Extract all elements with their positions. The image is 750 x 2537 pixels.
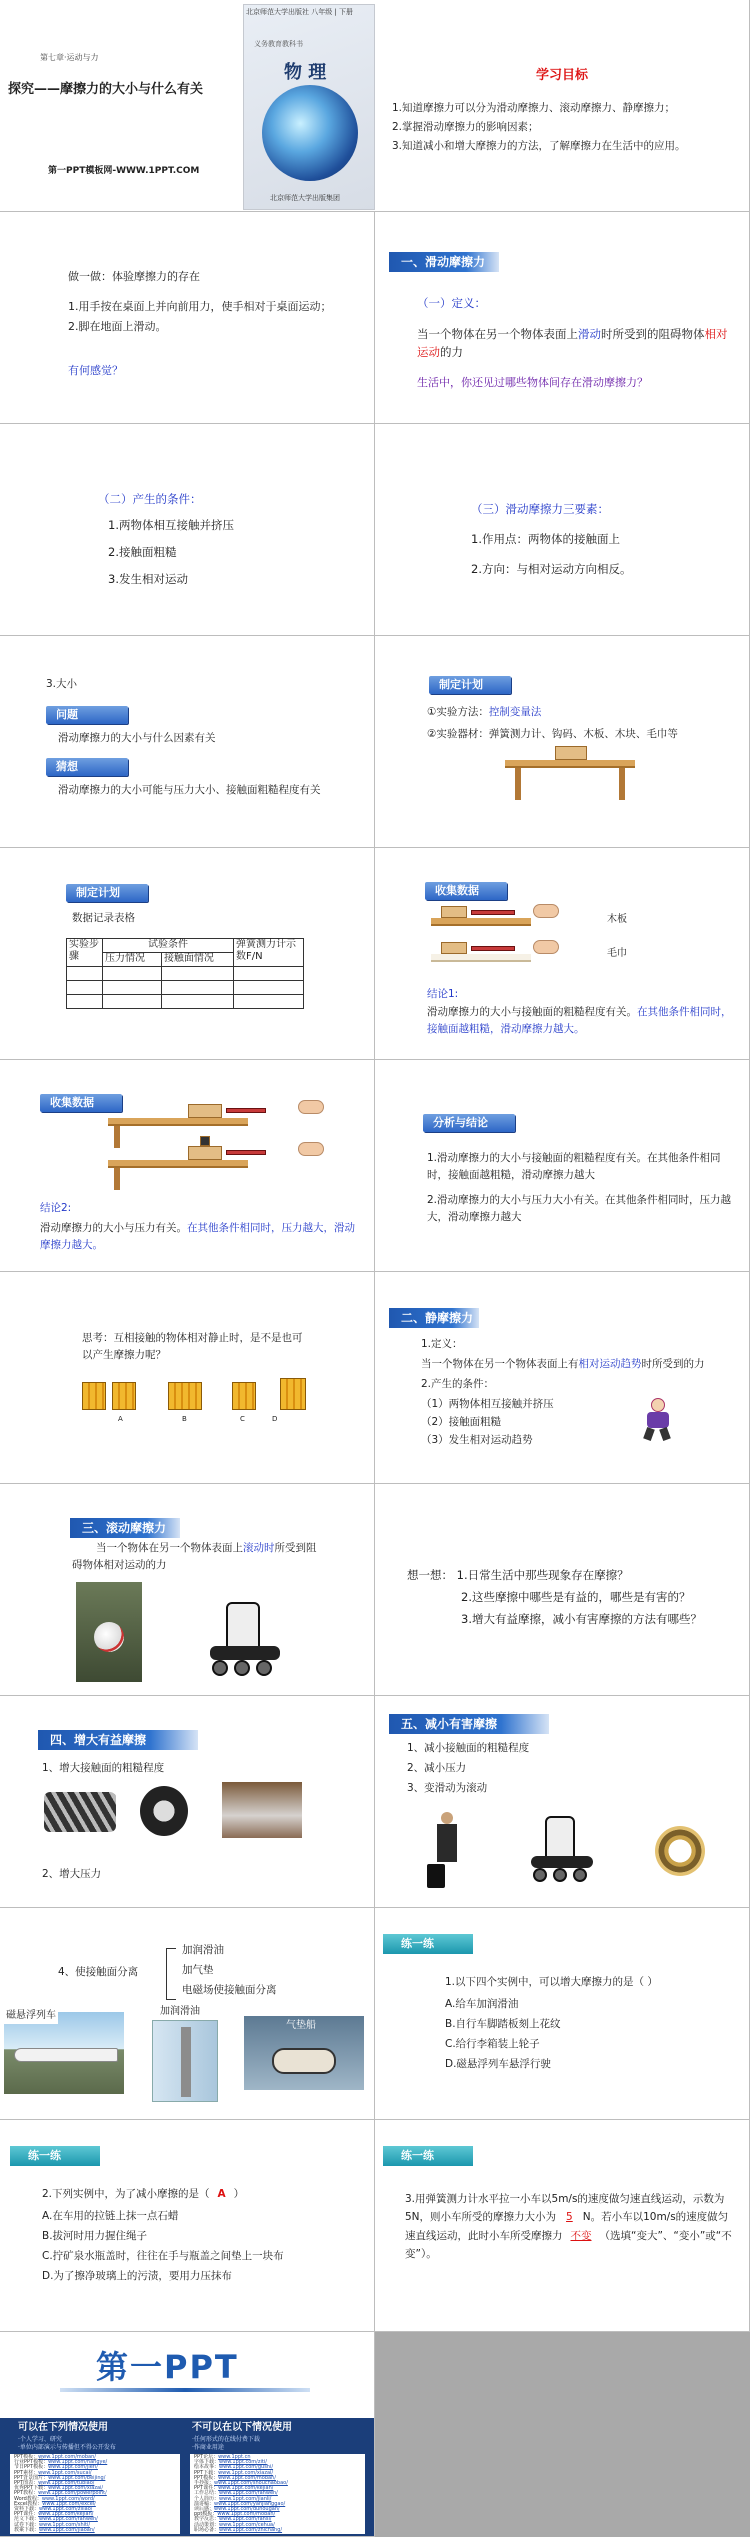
activity-step: 2.脚在地面上滑动。 [68,320,167,333]
hinge-oil-image [152,2020,218,2102]
plan-tag: 制定计划 [66,884,148,902]
slide-three-elements[interactable] [375,424,750,636]
table-header: 实验步骤 [67,939,103,967]
goal-item: 2.掌握滑动摩擦力的影响因素； [392,121,539,133]
cond-item: 3.发生相对运动 [108,572,188,586]
collect-tag: 收集数据 [425,882,507,900]
exercise-tag: 练一练 [10,2146,100,2166]
maglev-photo [4,2012,124,2094]
method-item: 4、使接触面分离 [58,1966,139,1978]
snow-chains-photo [222,1782,302,1838]
roller-skate-image [206,1602,286,1684]
usage-panel: 可以在下列情况使用 不可以在以下情况使用 ·个人学习、研究 ·单位内部演示与传播但不得公开发布 ·任何形式的在线付费下载 ·作商业用途 PPT模板：www.1ppt.com/moban/ 行业PPT模板：www.1ppt.com/hangye/ 节日PPT模板：www.1ppt.com/jieri/ PPT素材：www.1ppt.com/sucai/ PPT背景图片：www.1ppt.com/beijing/ PPT图表：www.1ppt.com/tubiao/ 优秀PPT下载：www.1ppt.com/xiazai/ PPT教程：www.1ppt.com/powerpoint/ Word教程：www.1ppt.com/word/ Excel教程：www.1ppt.com/excel/ 资料下载：www.1ppt.com/ziliao/ PPT课件：www.1ppt.com/kejian/ 范文下载：www.1ppt.com/fanwen/ 试卷下载：www.1ppt.com/shiti/ 教案下载：www.1ppt.com/jiaoan/ PPT论坛：www.1ppt.cn 字体下载：www.1ppt.com/ziti/ 绘本故事：www.1ppt.com/gushi/ PPT下载：www.1ppt.com/xiazai/ PPT模板：www.1ppt.com/moban/ 手抄报：www.1ppt.com/shouchaobao/ PPT课件：www.1ppt.com/kejian/ 工作总结：www.1ppt.com/fanwen/ 个人简历：www.1ppt.com/jianli/ 演讲稿：www.1ppt.com/yanjianggao/ 读后感：www.1ppt.com/duhougan/ ppt模板：www.1ppt.com/moban/ 教学反思：www.1ppt.com/fansi/ 活动策划：www.1ppt.com/cehua/ 职场必备：www.1ppt.com/zhichang/ [0,2418,375,2537]
tire-image [140,1786,188,1836]
table-caption: 数据记录表格 [72,912,135,924]
link-row[interactable]: 范文下载：www.1ppt.com/fanwen/ [14,2516,98,2523]
slide-conditions[interactable] [0,424,375,636]
link-row[interactable]: PPT背景图片：www.1ppt.com/beijing/ [14,2474,106,2481]
link-row[interactable]: 资料下载：www.1ppt.com/ziliao/ [14,2506,93,2513]
earth-graphic [262,85,358,181]
guess-text: 滑动摩擦力的大小可能与压力大小、接触面粗糙程度有关 [58,784,321,796]
exercise-tag: 练一练 [383,2146,473,2166]
picture-label: D [272,1415,278,1423]
link-row[interactable]: PPT课件：www.1ppt.com/kejian/ [14,2511,94,2518]
think-question: 思考：互相接触的物体相对静止时，是不是也可以产生摩擦力呢？ [82,1332,303,1361]
goal-item: 3.知道减小和增大摩擦力的方法，了解摩擦力在生活中的应用。 [392,140,686,152]
section-bar: 一、滑动摩擦力 [389,252,499,272]
slide-plan-method[interactable] [375,636,750,848]
slide-exercise-1[interactable] [375,1908,750,2120]
exercise-option[interactable]: C.给行李箱装上轮子 [445,2038,540,2050]
surface-label: 毛巾 [607,948,627,959]
goal-item: 1.知道摩擦力可以分为滑动摩擦力、滚动摩擦力、静摩擦力； [392,102,676,114]
def-text: 当一个物体在另一个物体表面上滑动时所受到的阻碍物体相对运动的力 [417,327,728,360]
link-row[interactable]: 行业PPT模板：www.1ppt.com/hangye/ [14,2459,108,2466]
method-option: 电磁场使接触面分离 [182,1984,277,1996]
crate-image [232,1382,256,1410]
goal-title: 学习目标 [536,68,589,83]
conclusion-text: 滑动摩擦力的大小与压力有关。在其他条件相同时，压力越大，滑动摩擦力越大。 [40,1222,355,1251]
link-row[interactable]: PPT模板：www.1ppt.com/moban/ [194,2474,276,2481]
exercise-option[interactable]: C.拧矿泉水瓶盖时，往往在手与瓶盖之间垫上一块布 [42,2250,284,2262]
slide-exercise-2[interactable] [0,2120,375,2332]
think-lead: 想一想： 1.日常生活中那些现象存在摩擦？ [407,1568,629,1582]
method-item: 2、增大压力 [42,1868,102,1880]
link-row[interactable]: ppt模板：www.1ppt.com/moban/ [194,2511,276,2518]
analysis-point: 2.滑动摩擦力的大小与压力大小有关。在其他条件相同时，压力越大，滑动摩擦力越大 [427,1194,732,1223]
exercise-option[interactable]: D.磁悬浮列车悬浮行驶 [445,2058,551,2070]
crate-image [280,1378,306,1410]
def-title: （一）定义： [417,296,486,310]
think-item: 3.增大有益摩擦，减小有害摩擦的方法有哪些？ [461,1612,702,1626]
surface-label: 木板 [607,914,627,925]
link-row[interactable]: Excel教程：www.1ppt.com/excel/ [14,2500,96,2507]
usage-title: 不可以在以下情况使用 [192,2422,292,2433]
plan-tag: 制定计划 [429,676,511,694]
exercise-question: 2.下列实例中，为了减小摩擦的是（ A ） [42,2188,245,2200]
slide-title[interactable] [0,0,750,212]
activity-question: 有何感觉？ [68,364,123,377]
empty-slot [375,2332,750,2537]
section-bar: 四、增大有益摩擦 [38,1730,198,1750]
slide-collect-2[interactable] [0,1060,375,1272]
method-item: 2、减小压力 [407,1762,467,1774]
activity-title: 做一做：体验摩擦力的存在 [68,270,200,283]
table-header: 弹簧测力计示数F/N [234,939,304,967]
links-list [190,2454,365,2534]
crate-image [82,1382,106,1410]
slide-increase-friction[interactable] [0,1696,375,1908]
method-item: 3、变滑动为滚动 [407,1782,488,1794]
cond-title: （二）产生的条件： [98,492,202,506]
slide-collect-1[interactable] [375,848,750,1060]
textbook-cover-image: 北京师范大学出版社 八年级 | 下册 物 理 义务教育教科书 北京师范大学出版集团 [243,4,375,210]
link-row[interactable]: PPT下载：www.1ppt.com/xiazai/ [194,2469,274,2476]
experiment-desk-image [505,760,635,800]
cond-title: 2.产生的条件： [421,1378,495,1390]
conclusion-text: 滑动摩擦力的大小与接触面的粗糙程度有关。在其他条件相同时，接触面越粗糙，滑动摩擦力越大。 [427,1006,732,1035]
link-row[interactable]: 绘本故事：www.1ppt.com/gushi/ [194,2464,274,2471]
method-bracket [166,1948,176,2000]
experiment-wood-image [431,918,531,942]
experiment-towel-image [431,954,531,978]
picture-label: A [118,1415,123,1423]
section-bar: 三、滚动摩擦力 [70,1518,180,1538]
question-tag: 问题 [46,706,128,724]
cond-item: （1）两物体相互接触并挤压 [421,1398,554,1410]
def-text: 当一个物体在另一个物体表面上有相对运动趋势时所受到的力 [421,1358,705,1370]
ball-photo [76,1582,142,1682]
table-subheader: 接触面情况 [161,953,233,967]
exercise-tag: 练一练 [383,1934,473,1954]
slide-static-friction[interactable] [375,1272,750,1484]
table-subheader: 压力情况 [103,953,162,967]
exercise-option[interactable]: A.给车加润滑油 [445,1998,519,2010]
link-row[interactable]: PPT教程：www.1ppt.com/powerpoint/ [14,2490,107,2497]
def-question: 生活中，你还见过哪些物体间存在滑动摩擦力？ [417,376,648,389]
slide-static-think[interactable] [0,1272,375,1484]
logo-underline [60,2388,310,2392]
method-line: ①实验方法：控制变量法 [427,706,542,718]
experiment-weighted-block-image [108,1160,248,1190]
tread-image [44,1792,116,1832]
link-row[interactable]: 活动策划：www.1ppt.com/cehua/ [194,2521,275,2528]
link-row[interactable]: 节日PPT模板：www.1ppt.com/jieri/ [14,2464,98,2471]
exercise-option[interactable]: B.自行车脚踏板刻上花纹 [445,2018,561,2030]
collect-tag: 收集数据 [40,1094,122,1112]
slide-rolling-friction[interactable] [0,1484,375,1696]
think-item: 2.这些摩擦中哪些是有益的，哪些是有害的？ [461,1590,691,1604]
def-title: 1.定义： [421,1338,463,1350]
slide-think-about[interactable] [375,1484,750,1696]
exercise-question: 3.用弹簧测力计水平拉一小车以5m/s的速度做匀速直线运动，示数为5N，则小车所受的摩擦力大小为 5 N。若小车以10m/s的速度做匀速直线运动，此时小车所受摩擦力 不变 （选填“变大”、“变小”或“不变”）。 [405,2193,732,2261]
analysis-tag: 分析与结论 [423,1114,515,1132]
link-row[interactable]: 优秀PPT下载：www.1ppt.com/xiazai/ [14,2485,104,2492]
question-text: 滑动摩擦力的大小与什么因素有关 [58,732,216,744]
record-table [66,938,304,1009]
link-row[interactable]: 字体下载：www.1ppt.com/ziti/ [194,2459,267,2466]
chapter-label: 第七章·运动与力 [40,53,99,62]
element-item: 1.作用点：两物体的接触面上 [471,532,620,546]
picture-label: C [240,1415,245,1423]
exercise-option[interactable]: A.在车用的拉链上抹一点石蜡 [42,2210,179,2222]
slide-separate-surfaces[interactable] [0,1908,375,2120]
conclusion-title: 结论1: [427,988,459,1000]
exercise-option[interactable]: D.为了擦净玻璃上的污渍，要用力压抹布 [42,2270,232,2282]
method-item: 1、减小接触面的粗糙程度 [407,1742,530,1754]
link-row[interactable]: 个人简历：www.1ppt.com/jianli/ [194,2495,272,2502]
link-row[interactable]: 演讲稿：www.1ppt.com/yanjianggao/ [194,2500,286,2507]
cond-item: 1.两物体相互接触并挤压 [108,518,234,532]
link-row[interactable]: 教学反思：www.1ppt.com/fansi/ [194,2516,272,2523]
link-row[interactable]: PPT图表：www.1ppt.com/tubiao/ [14,2480,95,2487]
link-row[interactable]: Word教程：www.1ppt.com/word/ [14,2495,95,2502]
guess-tag: 猜想 [46,758,128,776]
crate-image [112,1382,136,1410]
exercise-option[interactable]: B.拔河时用力握住绳子 [42,2230,148,2242]
slide-title-text: 探究——摩擦力的大小与什么有关 [8,82,204,97]
links-list [10,2454,180,2534]
table-header: 试验条件 [103,939,234,953]
link-row[interactable]: 职场必备：www.1ppt.com/zhichang/ [194,2526,283,2533]
size-label: 3.大小 [46,678,78,690]
slide-plan-table[interactable] [0,848,375,1060]
analysis-point: 1.滑动摩擦力的大小与接触面的粗糙程度有关。在其他条件相同时，接触面越粗糙，滑动摩擦力越大 [427,1152,721,1181]
elements-title: （三）滑动摩擦力三要素： [471,502,609,516]
slide-exercise-3[interactable] [375,2120,750,2332]
activity-step: 1.用手按在桌面上并向前用力，使手相对于桌面运动； [68,300,332,313]
usage-title: 可以在下列情况使用 [18,2422,108,2433]
experiment-one-block-image [108,1118,248,1148]
link-row[interactable]: 工作总结：www.1ppt.com/fanwen/ [194,2490,278,2497]
slide-analysis[interactable] [375,1060,750,1272]
link-row[interactable]: PPT论坛：www.1ppt.cn [194,2454,251,2460]
photo-caption: 气垫船 [286,2020,316,2031]
photo-caption: 加润滑油 [160,2006,200,2017]
equipment-line: ②实验器材：弹簧测力计、钩码、木板、木块、毛巾等 [427,728,678,740]
roller-skate-image [529,1816,597,1890]
link-row[interactable]: 教案下载：www.1ppt.com/jiaoan/ [14,2526,95,2533]
def-text: 当一个物体在另一个物体表面上滚动时所受到阻碍物体相对运动的力 [72,1542,317,1571]
method-item: 1、增大接触面的粗糙程度 [42,1762,165,1774]
link-row[interactable]: 试卷下载：www.1ppt.com/shiti/ [14,2521,91,2528]
exercise-question: 1.以下四个实例中，可以增大摩擦力的是（ ） [445,1976,658,1988]
cond-item: （2）接触面粗糙 [421,1416,502,1428]
cond-item: 2.接触面粗糙 [108,545,177,559]
slide-sliding-friction-def[interactable] [375,212,750,424]
slide-experience[interactable] [0,212,375,424]
site-label: 第一PPT模板网-WWW.1PPT.COM [48,166,200,176]
photo-caption: 磁悬浮列车 [4,2008,58,2024]
slide-reduce-friction[interactable] [375,1696,750,1908]
slide-footer-info[interactable] [0,2332,375,2537]
slide-question-guess[interactable] [0,636,375,848]
method-option: 加气垫 [182,1964,214,1976]
picture-label: B [182,1415,187,1423]
element-item: 2.方向：与相对运动方向相反。 [471,562,632,576]
luggage-person-image [427,1812,463,1892]
bearing-image [655,1826,705,1876]
section-bar: 五、减小有害摩擦 [389,1714,549,1734]
conclusion-title: 结论2: [40,1202,72,1214]
runner-image [641,1398,675,1440]
link-row[interactable]: 读后感：www.1ppt.com/duhougan/ [194,2506,280,2513]
crate-image [168,1382,202,1410]
book-title: 物 理 [284,62,327,83]
link-row[interactable]: PPT课件：www.1ppt.com/kejian/ [194,2485,274,2492]
method-option: 加润滑油 [182,1944,224,1956]
link-row[interactable]: 手抄报：www.1ppt.com/shouchaobao/ [194,2480,288,2487]
logo-text: 第一PPT [96,2348,239,2386]
link-row[interactable]: PPT模板：www.1ppt.com/moban/ [14,2454,96,2460]
cond-item: （3）发生相对运动趋势 [421,1434,533,1446]
link-row[interactable]: PPT素材：www.1ppt.com/sucai/ [14,2469,92,2476]
section-bar: 二、静摩擦力 [389,1308,479,1328]
